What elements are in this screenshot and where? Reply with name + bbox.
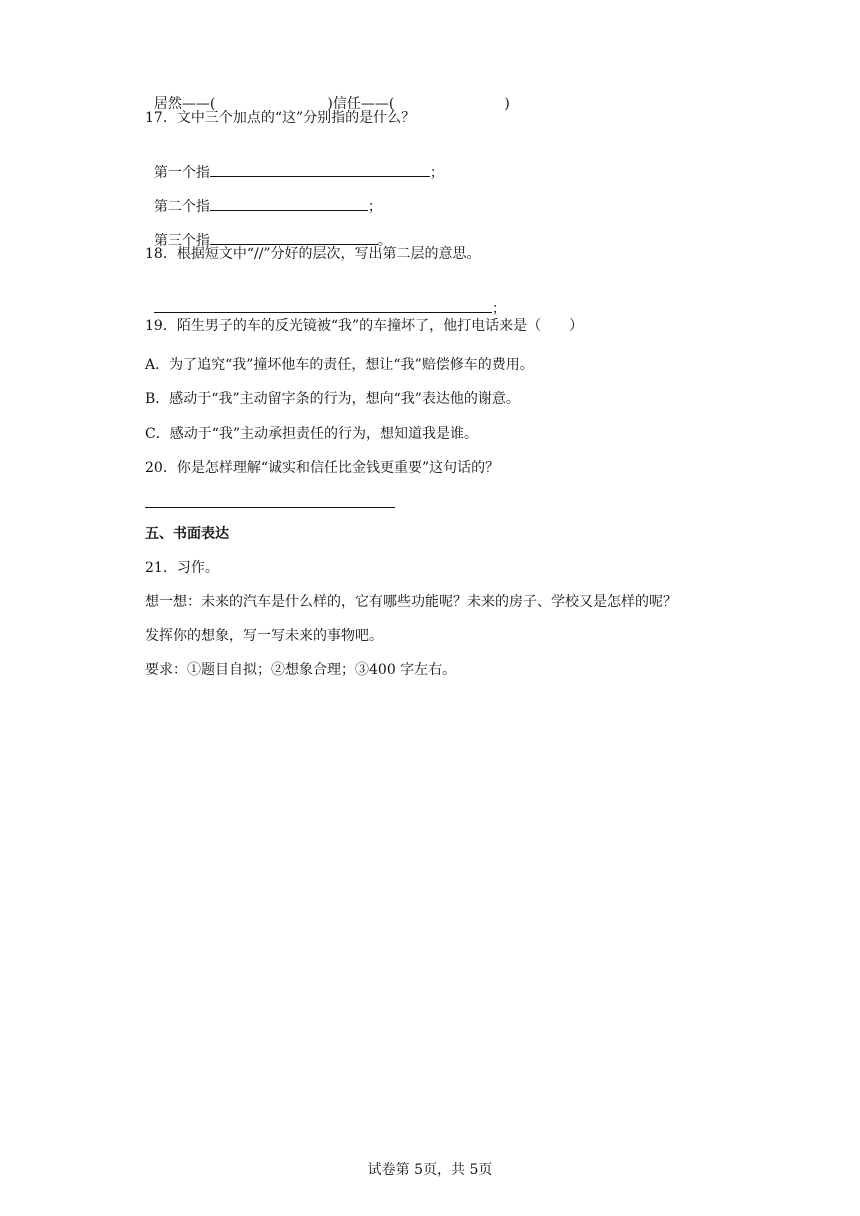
q18-answer-end: ； [491,301,506,317]
q17-third-label: 第三个指 [153,233,210,249]
section-5-heading: 五、书面表达 [145,526,229,542]
q16-mid-word: )信任——( [327,96,395,112]
q19-question: 19．陌生男子的车的反光镜被“我”的车撞坏了，他打电话来是（ ） [145,318,584,334]
q17-first-end: ； [429,165,444,181]
q17-first-label: 第一个指 [153,165,210,181]
q19-option-a[interactable]: A．为了追究“我”撞坏他车的责任，想让“我”赔偿修车的费用。 [145,357,534,373]
q17-third-blank[interactable] [210,230,378,245]
q21-requirements: 要求：①题目自拟；②想象合理；③400 字左右。 [145,662,457,678]
q20-answer-rule[interactable] [145,507,395,508]
q21-prompt-1: 想一想：未来的汽车是什么样的，它有哪些功能呢？未来的房子、学校又是怎样的呢？ [145,594,677,610]
q17-second-end: ； [367,199,382,215]
q17-second-label: 第二个指 [153,199,210,215]
q20-question: 20．你是怎样理解“诚实和信任比金钱更重要”这句话的？ [145,460,500,476]
q19-option-b[interactable]: B．感动于“我”主动留字条的行为，想向“我”表达他的谢意。 [145,391,520,407]
page-footer: 试卷第 5页，共 5页 [367,1162,493,1178]
q16-right-paren: ) [504,96,510,112]
q21-question: 21．习作。 [145,560,219,576]
q17-second-blank[interactable] [210,196,368,211]
q18-answer-line [145,278,506,319]
q16-left-word: 居然——( [153,96,216,112]
q19-option-c[interactable]: C．感动于“我”主动承担责任的行为，想知道我是谁。 [145,426,479,442]
q17-first-blank[interactable] [210,162,430,177]
q18-question: 18．根据短文中“//”分好的层次，写出第二层的意思。 [145,246,481,262]
q17-question: 17．文中三个加点的“这”分别指的是什么？ [145,110,416,126]
q18-answer-blank[interactable] [154,298,492,313]
q21-prompt-2: 发挥你的想象，写一写未来的事物吧。 [145,628,383,644]
q17-third-end: 。 [377,233,392,249]
